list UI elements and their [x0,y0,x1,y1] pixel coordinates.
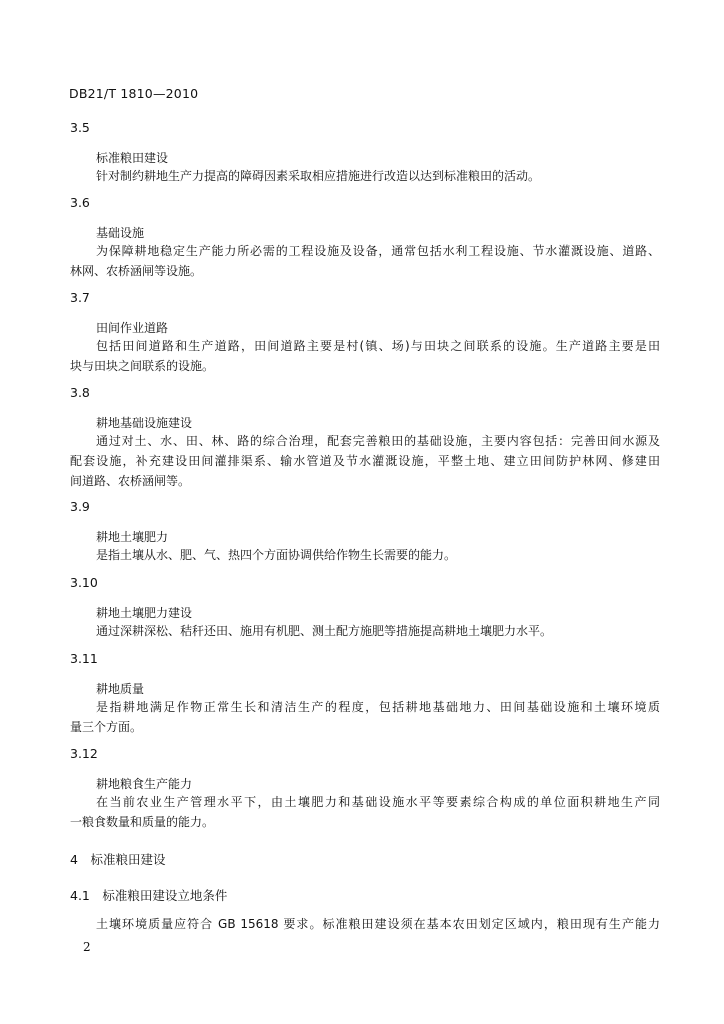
section-number: 3.5 [70,120,90,135]
term-title: 耕地基础设施建设 [96,416,193,430]
section-number: 3.11 [70,651,98,666]
section-number: 3.12 [70,746,98,761]
definition-line: 在当前农业生产管理水平下，由土壤肥力和基础设施水平等要素综合构成的单位面积耕地生产同 [96,795,660,809]
term-title: 耕地质量 [96,682,145,696]
section-number: 3.9 [70,499,90,514]
section-number: 3.7 [70,290,90,305]
definition-line: 通过深耕深松、秸秆还田、施用有机肥、测土配方施肥等措施提高耕地土壤肥力水平。 [96,624,553,638]
definition-line: 林网、农桥涵闸等设施。 [70,264,203,278]
term-title: 田间作业道路 [96,321,169,335]
subsection-heading: 4.1 标准粮田建设立地条件 [70,888,228,903]
definition-line: 针对制约耕地生产力提高的障碍因素采取相应措施进行改造以达到标准粮田的活动。 [96,169,541,183]
section-number: 3.6 [70,195,90,210]
definition-line: 包括田间道路和生产道路，田间道路主要是村(镇、场)与田块之间联系的设施。生产道路主要是田 [96,339,660,353]
definition-line: 块与田块之间联系的设施。 [70,359,215,373]
term-title: 耕地粮食生产能力 [96,777,193,791]
definition-line: 配套设施，补充建设田间灌排渠系、输水管道及节水灌溉设施，平整土地、建立田间防护林网、修建田 [70,454,660,468]
section-number: 3.10 [70,575,98,590]
chapter-heading: 4 标准粮田建设 [70,852,166,867]
definition-line: 是指土壤从水、肥、气、热四个方面协调供给作物生长需要的能力。 [96,548,457,562]
term-title: 标准粮田建设 [96,151,169,165]
definition-line: 是指耕地满足作物正常生长和清洁生产的程度，包括耕地基础地力、田间基础设施和土壤环境质 [96,700,660,714]
page-number: 2 [83,940,91,954]
definition-line: 量三个方面。 [70,720,143,734]
definition-line: 一粮食数量和质量的能力。 [70,815,215,829]
definition-line: 间道路、农桥涵闸等。 [70,474,191,488]
body-line: 土壤环境质量应符合 GB 15618 要求。标准粮田建设须在基本农田划定区域内，粮田现有生产能力 [96,917,660,931]
term-title: 耕地土壤肥力 [96,530,169,544]
definition-line: 通过对土、水、田、林、路的综合治理，配套完善粮田的基础设施，主要内容包括：完善田间水源及 [96,434,660,448]
term-title: 基础设施 [96,226,145,240]
term-title: 耕地土壤肥力建设 [96,606,193,620]
document-code: DB21/T 1810—2010 [69,86,199,101]
definition-line: 为保障耕地稳定生产能力所必需的工程设施及设备，通常包括水利工程设施、节水灌溉设施、道路、 [96,244,660,258]
section-number: 3.8 [70,385,90,400]
